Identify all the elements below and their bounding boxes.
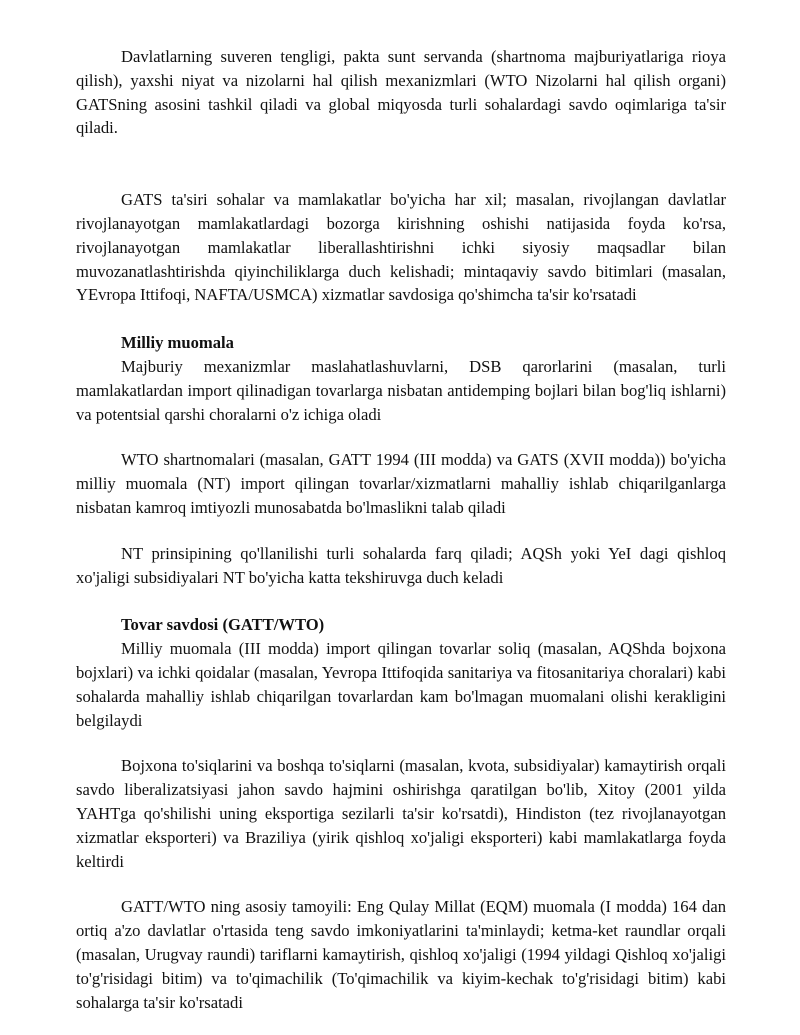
- paragraph: GATT/WTO ning asosiy tamoyili: Eng Qulay Millat (EQM) muomala (I modda) 164 dan ortiq a'zo davlatlar o'rtasida teng savdo imkoniyatlarini ta'minlaydi; ketma-ket raundlar orqali (masalan, Urugvay raundi) tariflarni kamaytirish, qishloq xo'jaligi (1994 yildagi Qishloq xo'jaligi to'g'risidagi bitim) va to'qimachilik (To'qimachilik va kiyim-kechak to'g'risidagi bitim) kabi sohalarga ta'sir ko'rsatadi: [76, 897, 726, 1012]
- paragraph: NT prinsipining qo'llanilishi turli sohalarda farq qiladi; AQSh yoki YeI dagi qishloq xo'jaligi subsidiyalari NT bo'yicha katta tekshiruvga duch keladi: [76, 543, 726, 587]
- paragraph-spacer: [76, 589, 726, 613]
- paragraph-spacer: [76, 520, 726, 542]
- paragraph-spacer: [76, 140, 726, 188]
- paragraph-spacer: [76, 732, 726, 754]
- paragraph: Davlatlarning suveren tengligi, pakta sunt servanda (shartnoma majburiyatlariga rioya qilish), yaxshi niyat va nizolarni hal qilish mexanizmlari (WTO Nizolarni hal qilish organi) GATSning asosini tashkil qiladi va global miqyosda turli sohalardagi savdo oqimlariga ta'sir qiladi.: [76, 47, 726, 138]
- paragraph-spacer: [76, 307, 726, 331]
- paragraph-spacer: [76, 873, 726, 895]
- paragraph: Milliy muomala (III modda) import qilingan tovarlar soliq (masalan, AQShda bojxona bojxlari) va ichki qoidalar (masalan, Yevropa Ittifoqida sanitariya va fitosanitariya choralari) kabi sohalarda mahalliy ishlab chiqarilgan tovarlardan kam bo'lmagan muomalani olishi kerakligini belgilaydi: [76, 639, 726, 730]
- paragraph: WTO shartnomalari (masalan, GATT 1994 (III modda) va GATS (XVII modda)) bo'yicha milliy muomala (NT) import qilingan tovarlar/xizmatlarni mahalliy ishlab chiqarilganlarga nisbatan kamroq imtiyozli munosabatda bo'lmaslikni talab qiladi: [76, 450, 726, 517]
- paragraph: Bojxona to'siqlarini va boshqa to'siqlarni (masalan, kvota, subsidiyalar) kamaytirish orqali savdo liberalizatsiyasi jahon savdo hajmini oshirishga qaratilgan bo'lib, Xitoy (2001 yilda YAHTga qo'shilishi uning eksportiga sezilarli ta'sir ko'rsatdi), Hindiston (tez rivojlanayotgan xizmatlar eksporteri) va Braziliya (yirik qishloq xo'jaligi eksporteri) kabi mamlakatlarga foyda keltirdi: [76, 756, 726, 871]
- paragraph: Majburiy mexanizmlar maslahatlashuvlarni, DSB qarorlarini (masalan, turli mamlakatlardan import qilinadigan tovarlarga nisbatan antidemping bojlari bilan bog'liq ishlarni) va potentsial qarshi choralarni o'z ichiga oladi: [76, 356, 726, 424]
- section-heading-tovar-savdosi: Tovar savdosi (GATT/WTO): [121, 615, 325, 635]
- section-heading-milliy-muomala: Milliy muomala: [121, 333, 234, 353]
- paragraph: GATS ta'siri sohalar va mamlakatlar bo'yicha har xil; masalan, rivojlangan davlatlar rivojlanayotgan mamlakatlardagi bozorga kirishning oshishi natijasida foyda ko'rsa, rivojlanayotgan mamlakatlar liberallashtirishni ichki siyosiy maqsadlar bilan muvozanatlashtirishda qiyinchiliklarga duch kelishadi; mintaqaviy savdo bitimlari (masalan, YEvropa Ittifoqi, NAFTA/USMCA) xizmatlar savdosiga qo'shimcha ta'sir ko'rsatadi: [76, 190, 726, 305]
- document-body: [76, 45, 726, 1014]
- paragraph-spacer: [76, 426, 726, 448]
